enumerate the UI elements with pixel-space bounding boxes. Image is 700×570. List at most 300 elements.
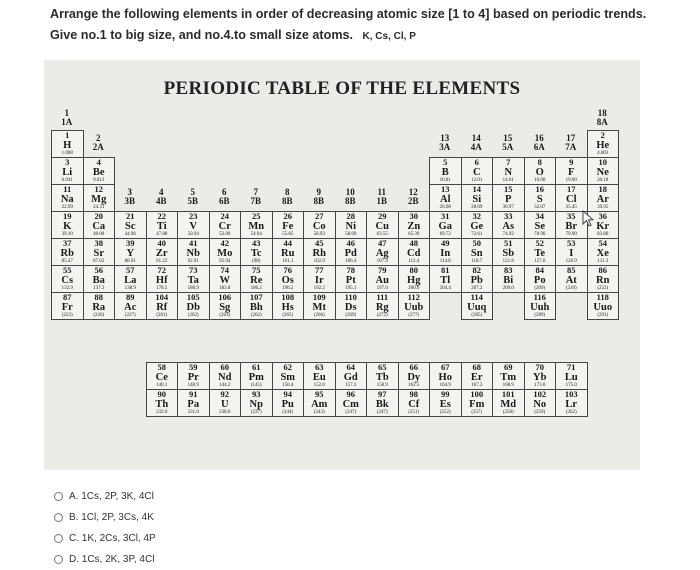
element-cell	[429, 238, 462, 266]
element-number: 118	[596, 292, 609, 302]
element-symbol: Te	[534, 248, 546, 259]
periodic-table-image	[44, 60, 640, 470]
element-number: 40	[157, 238, 166, 248]
element-mass: 85.47	[61, 259, 73, 264]
element-number: 79	[378, 265, 387, 275]
element-mass: 209.0	[502, 286, 514, 291]
group-label: 5	[190, 187, 195, 197]
element-cell	[146, 238, 179, 266]
element-symbol: Pt	[345, 275, 356, 286]
element-cell	[429, 157, 462, 185]
element-mass: 10.81	[439, 178, 451, 183]
element-cell	[240, 362, 273, 390]
element-cell	[492, 184, 525, 212]
group-label: 8B	[281, 195, 293, 206]
element-symbol: Mt	[312, 302, 326, 313]
element-symbol: Xe	[596, 248, 609, 259]
element-mass: (293)	[597, 313, 609, 318]
element-number: 68	[472, 362, 481, 372]
element-mass: 14.01	[502, 178, 514, 183]
question-elements: K, Cs, Cl, P	[362, 31, 416, 42]
element-symbol: K	[63, 221, 72, 232]
element-cell	[366, 238, 399, 266]
element-number: 50	[472, 238, 481, 248]
element-number: 104	[155, 292, 169, 302]
element-cell	[492, 211, 525, 239]
element-number: 47	[378, 238, 387, 248]
element-symbol: Y	[126, 248, 135, 259]
group-label: 2	[96, 133, 101, 143]
element-mass: (251)	[408, 410, 420, 415]
element-cell	[366, 265, 399, 293]
element-mass: 101.1	[282, 259, 294, 264]
element-symbol: Ac	[124, 302, 137, 313]
element-symbol: Co	[312, 221, 326, 232]
element-symbol: Pu	[281, 399, 294, 410]
element-number: 8	[537, 157, 542, 167]
element-number: 90	[157, 389, 166, 399]
option-d[interactable]	[54, 549, 156, 569]
element-number: 26	[283, 211, 292, 221]
element-number: 4	[96, 157, 101, 167]
group-label: 3A	[439, 141, 451, 152]
element-mass: 40.08	[93, 232, 105, 237]
element-number: 25	[252, 211, 261, 221]
element-cell	[335, 211, 368, 239]
element-symbol: Ga	[438, 221, 452, 232]
element-cell	[177, 265, 210, 293]
group-label: 7A	[565, 141, 577, 152]
element-number: 54	[598, 238, 607, 248]
element-mass: 39.95	[597, 205, 609, 210]
element-cell	[524, 362, 557, 390]
element-symbol: Yb	[533, 372, 547, 383]
element-cell	[524, 292, 557, 320]
mouse-cursor-icon	[582, 210, 594, 228]
element-cell	[303, 362, 336, 390]
group-label: 4A	[470, 141, 482, 152]
element-cell	[146, 362, 179, 390]
element-cell	[492, 362, 525, 390]
element-symbol: Tm	[500, 372, 517, 383]
element-number: 6	[474, 157, 479, 167]
element-symbol: Ce	[155, 372, 168, 383]
element-symbol: Gd	[343, 372, 358, 383]
element-number: 36	[598, 211, 607, 221]
element-cell	[240, 211, 273, 239]
element-cell	[398, 265, 431, 293]
element-number: 2	[600, 130, 605, 140]
element-mass: 39.10	[61, 232, 73, 237]
element-cell	[209, 238, 242, 266]
option-c[interactable]	[54, 528, 156, 548]
group-label: 14	[471, 133, 481, 143]
group-label: 16	[534, 133, 544, 143]
element-symbol: Si	[472, 194, 482, 205]
element-number: 62	[283, 362, 292, 372]
element-mass: 24.31	[93, 205, 105, 210]
element-cell	[303, 238, 336, 266]
element-number: 91	[189, 389, 198, 399]
element-symbol: Cr	[218, 221, 231, 232]
element-mass: 137.3	[93, 286, 105, 291]
element-mass: 79.90	[565, 232, 577, 237]
element-cell	[177, 389, 210, 417]
element-cell	[83, 265, 116, 293]
element-cell	[492, 238, 525, 266]
element-mass: 50.94	[187, 232, 199, 237]
element-number: 82	[472, 265, 481, 275]
element-number: 34	[535, 211, 544, 221]
element-number: 29	[378, 211, 387, 221]
element-symbol: Pb	[470, 275, 483, 286]
element-mass: (145)	[250, 383, 262, 388]
element-mass: 1.008	[61, 151, 73, 156]
element-mass: (258)	[502, 410, 514, 415]
element-symbol: Ag	[375, 248, 389, 259]
group-label: 8B	[313, 195, 324, 206]
group-label: 3	[127, 187, 132, 197]
element-mass: 106.4	[345, 259, 357, 264]
element-number: 45	[315, 238, 324, 248]
element-cell	[398, 292, 431, 320]
element-mass: (262)	[187, 313, 199, 318]
group-label: 8	[285, 187, 290, 197]
element-symbol: Mo	[217, 248, 233, 259]
group-label: 15	[503, 133, 513, 143]
element-symbol: Ca	[92, 221, 106, 232]
element-symbol: Re	[250, 275, 263, 286]
element-symbol: Hg	[407, 275, 421, 286]
group-label: 8A	[596, 116, 608, 127]
element-symbol: Am	[311, 399, 328, 410]
element-cell	[177, 238, 210, 266]
element-symbol: Cm	[342, 399, 359, 410]
element-symbol: Sg	[219, 302, 231, 313]
element-cell	[366, 389, 399, 417]
group-label: 2B	[407, 195, 419, 206]
element-symbol: Zr	[155, 248, 168, 259]
group-label: 7	[253, 187, 258, 197]
element-symbol: C	[472, 167, 481, 178]
element-symbol: W	[219, 275, 230, 286]
element-mass: 183.8	[219, 286, 231, 291]
element-number: 92	[220, 389, 229, 399]
element-cell	[240, 292, 273, 320]
element-symbol: Be	[92, 167, 105, 178]
element-mass: 231.0	[187, 410, 199, 415]
element-symbol: Cl	[566, 194, 577, 205]
radio-button-icon[interactable]	[54, 555, 63, 564]
element-number: 15	[504, 184, 513, 194]
element-cell	[461, 211, 494, 239]
group-label: 8B	[344, 195, 356, 206]
element-symbol: Bi	[503, 275, 514, 286]
element-number: 76	[283, 265, 292, 275]
group-label: 4	[159, 187, 164, 197]
element-symbol: Fr	[61, 302, 73, 313]
element-number: 56	[94, 265, 103, 275]
element-symbol: Ne	[596, 167, 609, 178]
element-number: 27	[315, 211, 324, 221]
element-number: 31	[441, 211, 450, 221]
element-symbol: V	[189, 221, 198, 232]
element-cell	[83, 238, 116, 266]
element-mass: (237)	[250, 410, 262, 415]
element-cell	[114, 265, 147, 293]
element-mass: (266)	[313, 313, 325, 318]
element-number: 46	[346, 238, 355, 248]
element-mass: (227)	[124, 313, 136, 318]
element-number: 10	[598, 157, 607, 167]
element-mass: 102.9	[313, 259, 325, 264]
group-label: 1A	[61, 116, 73, 127]
element-number: 73	[189, 265, 198, 275]
element-cell	[587, 238, 620, 266]
element-mass: (277)	[408, 313, 420, 318]
element-number: 97	[378, 389, 387, 399]
element-mass: (261)	[156, 313, 168, 318]
element-cell	[587, 265, 620, 293]
radio-button-icon[interactable]	[54, 534, 63, 543]
element-symbol: Ti	[156, 221, 167, 232]
element-mass: 107.9	[376, 259, 388, 264]
element-symbol: Pd	[344, 248, 357, 259]
element-symbol: Cu	[375, 221, 389, 232]
element-symbol: U	[220, 399, 229, 410]
element-mass: 164.9	[439, 383, 451, 388]
element-mass: 157.3	[345, 383, 357, 388]
element-mass: 55.85	[282, 232, 294, 237]
element-symbol: Md	[500, 399, 517, 410]
element-mass: 190.2	[282, 286, 294, 291]
element-symbol: Rb	[60, 248, 74, 259]
element-cell	[461, 292, 494, 320]
question-prompt: Arrange the following elements in order of decreasing atomic size [1 to 4] based on periodic trends. Give no.1 to big size, and no.4.to small size atoms.	[50, 7, 647, 42]
element-symbol: Sr	[93, 248, 104, 259]
element-mass: 30.97	[502, 205, 514, 210]
element-cell	[555, 238, 588, 266]
element-mass: 204.4	[439, 286, 451, 291]
element-number: 51	[504, 238, 513, 248]
element-symbol: P	[505, 194, 512, 205]
element-cell	[83, 211, 116, 239]
element-number: 89	[126, 292, 135, 302]
element-cell	[303, 389, 336, 417]
element-number: 88	[94, 292, 103, 302]
element-symbol: Fm	[469, 399, 485, 410]
element-mass: 192.2	[313, 286, 325, 291]
element-symbol: As	[502, 221, 515, 232]
element-number: 9	[569, 157, 574, 167]
element-mass: 112.4	[408, 259, 420, 264]
element-mass: 9.012	[93, 178, 105, 183]
element-mass: (98)	[252, 259, 261, 264]
element-mass: 126.9	[565, 259, 577, 264]
element-cell	[303, 292, 336, 320]
element-mass: (223)	[61, 313, 73, 318]
element-mass: 92.91	[187, 259, 199, 264]
element-number: 84	[535, 265, 544, 275]
element-symbol: N	[504, 167, 513, 178]
answer-options	[54, 486, 156, 570]
element-number: 108	[281, 292, 295, 302]
element-number: 18	[598, 184, 607, 194]
element-cell	[240, 389, 273, 417]
element-number: 109	[312, 292, 326, 302]
element-symbol: Ge	[470, 221, 484, 232]
element-mass: 175.0	[565, 383, 577, 388]
option-d-label: D. 1Cs, 2K, 3P, 4Cl	[69, 553, 155, 565]
element-number: 12	[94, 184, 103, 194]
element-symbol: Uub	[404, 302, 424, 313]
element-mass: 19.00	[565, 178, 577, 183]
element-mass: 162.5	[408, 383, 420, 388]
element-symbol: Os	[281, 275, 294, 286]
element-number: 22	[157, 211, 166, 221]
element-cell	[524, 389, 557, 417]
element-symbol: F	[568, 167, 575, 178]
element-number: 64	[346, 362, 355, 372]
group-label: 10	[345, 187, 355, 197]
element-symbol: Ra	[92, 302, 106, 313]
element-number: 57	[126, 265, 135, 275]
element-symbol: Ds	[344, 302, 357, 313]
element-symbol: Ho	[438, 372, 452, 383]
element-number: 66	[409, 362, 418, 372]
element-cell	[555, 265, 588, 293]
element-symbol: Na	[60, 194, 74, 205]
element-number: 28	[346, 211, 355, 221]
radio-button-icon[interactable]	[54, 513, 63, 522]
element-symbol: Ta	[187, 275, 199, 286]
element-mass: (285)	[471, 313, 483, 318]
element-mass: 144.2	[219, 383, 231, 388]
option-b[interactable]	[54, 507, 156, 527]
option-a[interactable]	[54, 486, 156, 506]
element-mass: 195.1	[345, 286, 357, 291]
element-cell	[429, 389, 462, 417]
element-symbol: Lu	[564, 372, 578, 383]
element-mass: 20.18	[597, 178, 609, 183]
element-cell	[555, 362, 588, 390]
element-cell	[335, 238, 368, 266]
element-number: 83	[504, 265, 513, 275]
element-cell	[335, 362, 368, 390]
element-mass: 95.94	[219, 259, 231, 264]
element-cell	[146, 265, 179, 293]
element-symbol: Nb	[186, 248, 200, 259]
element-number: 7	[506, 157, 511, 167]
element-mass: (210)	[565, 286, 577, 291]
element-mass: 72.61	[471, 232, 483, 237]
element-number: 69	[504, 362, 513, 372]
element-symbol: Ar	[596, 194, 609, 205]
group-label: 6	[222, 187, 227, 197]
element-number: 112	[407, 292, 420, 302]
element-cell	[461, 184, 494, 212]
element-symbol: Sb	[502, 248, 515, 259]
element-number: 98	[409, 389, 418, 399]
element-symbol: H	[63, 140, 72, 151]
element-symbol: Sc	[125, 221, 136, 232]
option-b-label: B. 1Cl, 2P, 3Cs, 4K	[69, 511, 154, 523]
element-symbol: I	[569, 248, 574, 259]
element-cell	[461, 265, 494, 293]
element-cell	[272, 362, 305, 390]
option-a-label: A. 1Cs, 2P, 3K, 4Cl	[69, 490, 154, 502]
element-cell	[146, 211, 179, 239]
element-number: 102	[533, 389, 547, 399]
group-label: 1	[64, 108, 69, 118]
element-mass: 4.003	[597, 151, 609, 156]
element-symbol: Ni	[345, 221, 356, 232]
element-cell	[177, 211, 210, 239]
element-mass: 173.0	[534, 383, 546, 388]
element-mass: 200.6	[408, 286, 420, 291]
element-symbol: Mn	[248, 221, 265, 232]
element-mass: 186.2	[250, 286, 262, 291]
element-number: 103	[564, 389, 578, 399]
option-c-label: C. 1K, 2Cs, 3Cl, 4P	[69, 532, 156, 544]
element-cell	[114, 292, 147, 320]
element-number: 43	[252, 238, 261, 248]
element-symbol: Nd	[218, 372, 232, 383]
element-mass: (262)	[250, 313, 262, 318]
element-number: 55	[63, 265, 72, 275]
element-number: 100	[470, 389, 484, 399]
element-number: 80	[409, 265, 418, 275]
element-cell	[177, 362, 210, 390]
element-cell	[272, 292, 305, 320]
radio-button-icon[interactable]	[54, 492, 63, 501]
element-number: 44	[283, 238, 292, 248]
element-mass: (263)	[219, 313, 231, 318]
element-symbol: Se	[534, 221, 545, 232]
element-symbol: Bh	[249, 302, 263, 313]
element-number: 14	[472, 184, 481, 194]
element-number: 86	[598, 265, 607, 275]
group-label: 2A	[92, 141, 104, 152]
element-mass: 47.88	[156, 232, 168, 237]
group-label: 9	[316, 187, 321, 197]
element-cell	[398, 362, 431, 390]
element-mass: 178.5	[156, 286, 168, 291]
element-symbol: Ir	[314, 275, 324, 286]
element-symbol: No	[533, 399, 547, 410]
element-mass: 35.45	[565, 205, 577, 210]
element-cell	[51, 238, 84, 266]
periodic-table-title: PERIODIC TABLE OF THE ELEMENTS	[163, 78, 521, 99]
element-cell	[209, 265, 242, 293]
element-symbol: Hs	[281, 302, 294, 313]
element-symbol: In	[440, 248, 451, 259]
element-number: 21	[126, 211, 135, 221]
element-number: 13	[441, 184, 450, 194]
element-cell	[366, 211, 399, 239]
element-number: 58	[157, 362, 166, 372]
element-cell	[555, 389, 588, 417]
element-mass: (265)	[282, 313, 294, 318]
element-number: 42	[220, 238, 229, 248]
element-symbol: Rn	[596, 275, 610, 286]
element-symbol: Db	[186, 302, 200, 313]
element-number: 71	[567, 362, 576, 372]
element-mass: 238.0	[219, 410, 231, 415]
element-cell	[272, 238, 305, 266]
element-cell	[335, 389, 368, 417]
element-number: 17	[567, 184, 576, 194]
